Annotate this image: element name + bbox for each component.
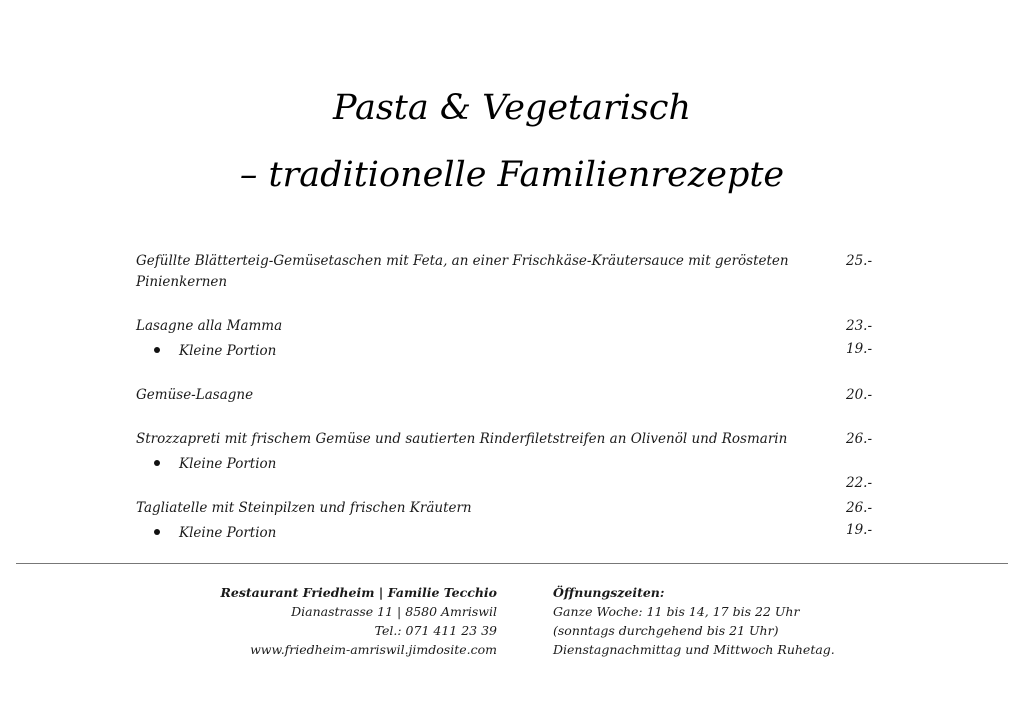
hours-line: Ganze Woche: 11 bis 14, 17 bis 22 Uhr — [553, 604, 800, 619]
menu-item-blaetterteig — [136, 251, 796, 293]
menu-subitem-kleine-portion — [154, 341, 276, 362]
bullet-icon — [154, 347, 160, 353]
subitem-label: Kleine Portion — [179, 343, 277, 359]
menu-subtitle: – traditionelle Familienrezepte — [239, 155, 785, 195]
hours-line: (sonntags durchgehend bis 21 Uhr) — [553, 623, 779, 638]
restaurant-address: Dianastrasse 11 | 8580 Amriswil — [291, 604, 497, 619]
menu-item-lasagne-mamma: Lasagne alla Mamma — [136, 318, 283, 334]
menu-title: Pasta & Vegetarisch — [333, 88, 691, 128]
menu-item-name-line2: Pinienkernen — [136, 274, 228, 290]
menu-subitem-price: 19.- — [846, 341, 873, 357]
menu-item-strozzapreti: Strozzapreti mit frischem Gemüse und sautierten Rinderfiletstreifen an Olivenöl und Rosmarin — [136, 431, 788, 447]
menu-item-price: 23.- — [846, 318, 873, 334]
menu-subitem-kleine-portion — [154, 454, 276, 475]
menu-item-name-line1: Gefüllte Blätterteig-Gemüsetaschen mit Feta, an einer Frischkäse-Kräutersauce mit gerösteten — [136, 253, 789, 269]
menu-subitem-kleine-portion — [154, 523, 276, 544]
footer-contact — [221, 583, 497, 659]
bullet-icon — [154, 529, 160, 535]
subitem-label: Kleine Portion — [179, 525, 277, 541]
hours-line: Dienstagnachmittag und Mittwoch Ruhetag. — [553, 642, 835, 657]
restaurant-name: Restaurant Friedheim | Familie Tecchio — [220, 585, 497, 600]
bullet-icon — [154, 460, 160, 466]
menu-subitem-price: 19.- — [846, 522, 873, 538]
footer-hours — [553, 583, 835, 659]
menu-item-price: 26.- — [846, 500, 873, 516]
subitem-label: Kleine Portion — [179, 456, 277, 472]
menu-item-gemuese-lasagne: Gemüse-Lasagne — [136, 387, 254, 403]
menu-item-tagliatelle: Tagliatelle mit Steinpilzen und frischen Kräutern — [136, 500, 472, 516]
menu-item-price: 25.- — [846, 253, 873, 269]
hours-title: Öffnungszeiten: — [553, 585, 665, 600]
restaurant-phone: Tel.: 071 411 23 39 — [374, 623, 497, 638]
footer-divider — [16, 563, 1008, 564]
menu-item-price: 20.- — [846, 387, 873, 403]
menu-subitem-price: 22.- — [846, 475, 873, 491]
restaurant-website: www.friedheim-amriswil.jimdosite.com — [250, 642, 497, 657]
menu-item-price: 26.- — [846, 431, 873, 447]
